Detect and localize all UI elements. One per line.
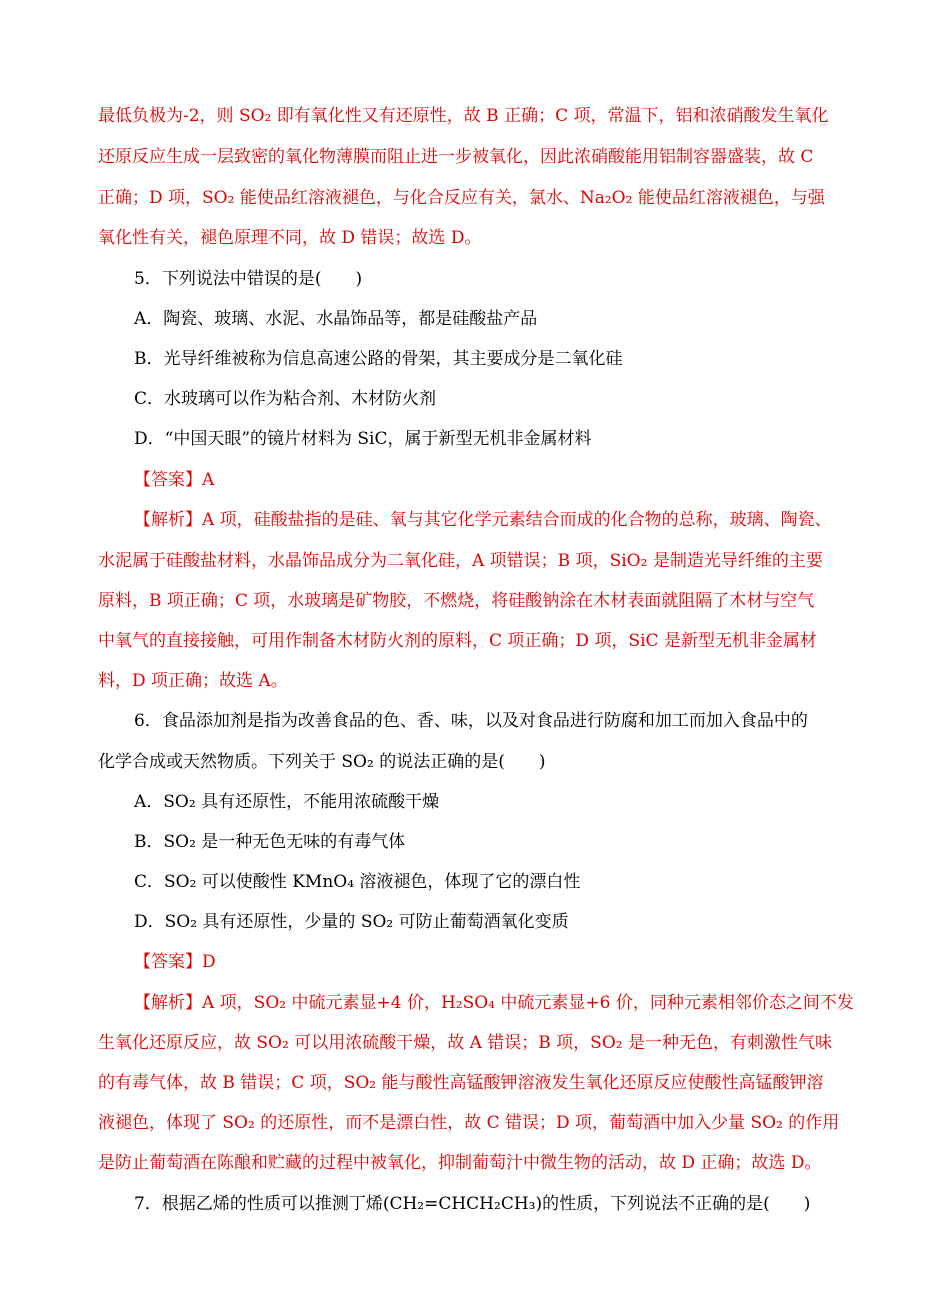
question-6-option-b: B．SO₂ 是一种无色无味的有毒气体 — [134, 832, 406, 852]
question-6-option-d: D．SO₂ 具有还原性，少量的 SO₂ 可防止葡萄酒氧化变质 — [134, 912, 569, 932]
question-6-stem: 化学合成或天然物质。下列关于 SO₂ 的说法正确的是( ) — [98, 752, 546, 772]
question-6-option-c: C．SO₂ 可以使酸性 KMnO₄ 溶液褪色，体现了它的漂白性 — [134, 872, 581, 892]
question-6-explanation: 的有毒气体，故 B 错误；C 项，SO₂ 能与酸性高锰酸钾溶液发生氧化还原反应使酸性高锰酸钾溶 — [98, 1073, 824, 1093]
question-6-explanation: 生氧化还原反应，故 SO₂ 可以用浓硫酸干燥，故 A 错误；B 项，SO₂ 是一种无色，有刺激性气味 — [98, 1033, 832, 1053]
explanation-line: 氧化性有关，褪色原理不同，故 D 错误；故选 D。 — [98, 228, 482, 248]
question-6-option-a: A．SO₂ 具有还原性，不能用浓硫酸干燥 — [134, 792, 440, 812]
question-5-explanation: 原料，B 项正确；C 项，水玻璃是矿物胶，不燃烧，将硅酸钠涂在木材表面就阻隔了木材与空气 — [98, 591, 815, 611]
question-5-explanation: 【解析】A 项，硅酸盐指的是硅、氧与其它化学元素结合而成的化合物的总称，玻璃、陶瓷、 — [134, 510, 832, 530]
question-6-answer: 【答案】D — [134, 952, 216, 972]
explanation-line: 还原反应生成一层致密的氧化物薄膜而阻止进一步被氧化，因此浓硝酸能用铝制容器盛装，故 C — [98, 147, 814, 167]
question-6-explanation: 【解析】A 项，SO₂ 中硫元素显+4 价，H₂SO₄ 中硫元素显+6 价，同种元素相邻价态之间不发 — [134, 993, 854, 1013]
question-5-stem: 5．下列说法中错误的是( ) — [134, 269, 363, 289]
question-5-option-a: A．陶瓷、玻璃、水泥、水晶饰品等，都是硅酸盐产品 — [134, 309, 538, 329]
question-5-answer: 【答案】A — [134, 470, 215, 490]
question-5-explanation: 中氧气的直接接触，可用作制备木材防火剂的原料，C 项正确；D 项，SiC 是新型无机非金属材 — [98, 631, 817, 651]
explanation-line: 最低负极为-2，则 SO₂ 即有氧化性又有还原性，故 B 正确；C 项，常温下，铝和浓硝酸发生氧化 — [98, 106, 829, 126]
explanation-line: 正确；D 项，SO₂ 能使品红溶液褪色，与化合反应有关，氯水、Na₂O₂ 能使品红溶液褪色，与强 — [98, 188, 825, 208]
question-5-option-b: B．光导纤维被称为信息高速公路的骨架，其主要成分是二氧化硅 — [134, 349, 623, 369]
question-7-stem: 7．根据乙烯的性质可以推测丁烯(CH₂=CHCH₂CH₃)的性质，下列说法不正确的是( ) — [134, 1194, 811, 1214]
question-6-stem: 6．食品添加剂是指为改善食品的色、香、味，以及对食品进行防腐和加工而加入食品中的 — [134, 711, 808, 731]
question-5-explanation: 料，D 项正确；故选 A。 — [98, 671, 288, 691]
question-6-explanation: 液褪色，体现了 SO₂ 的还原性，而不是漂白性，故 C 错误；D 项，葡萄酒中加入少量 SO₂ 的作用 — [98, 1113, 840, 1133]
question-5-explanation: 水泥属于硅酸盐材料，水晶饰品成分为二氧化硅，A 项错误；B 项，SiO₂ 是制造光导纤维的主要 — [98, 551, 823, 571]
question-5-option-c: C．水玻璃可以作为粘合剂、木材防火剂 — [134, 389, 437, 409]
question-5-option-d: D．“中国天眼”的镜片材料为 SiC，属于新型无机非金属材料 — [134, 429, 592, 449]
question-6-explanation: 是防止葡萄酒在陈酿和贮藏的过程中被氧化，抑制葡萄汁中微生物的活动，故 D 正确；故选 D。 — [98, 1153, 822, 1173]
